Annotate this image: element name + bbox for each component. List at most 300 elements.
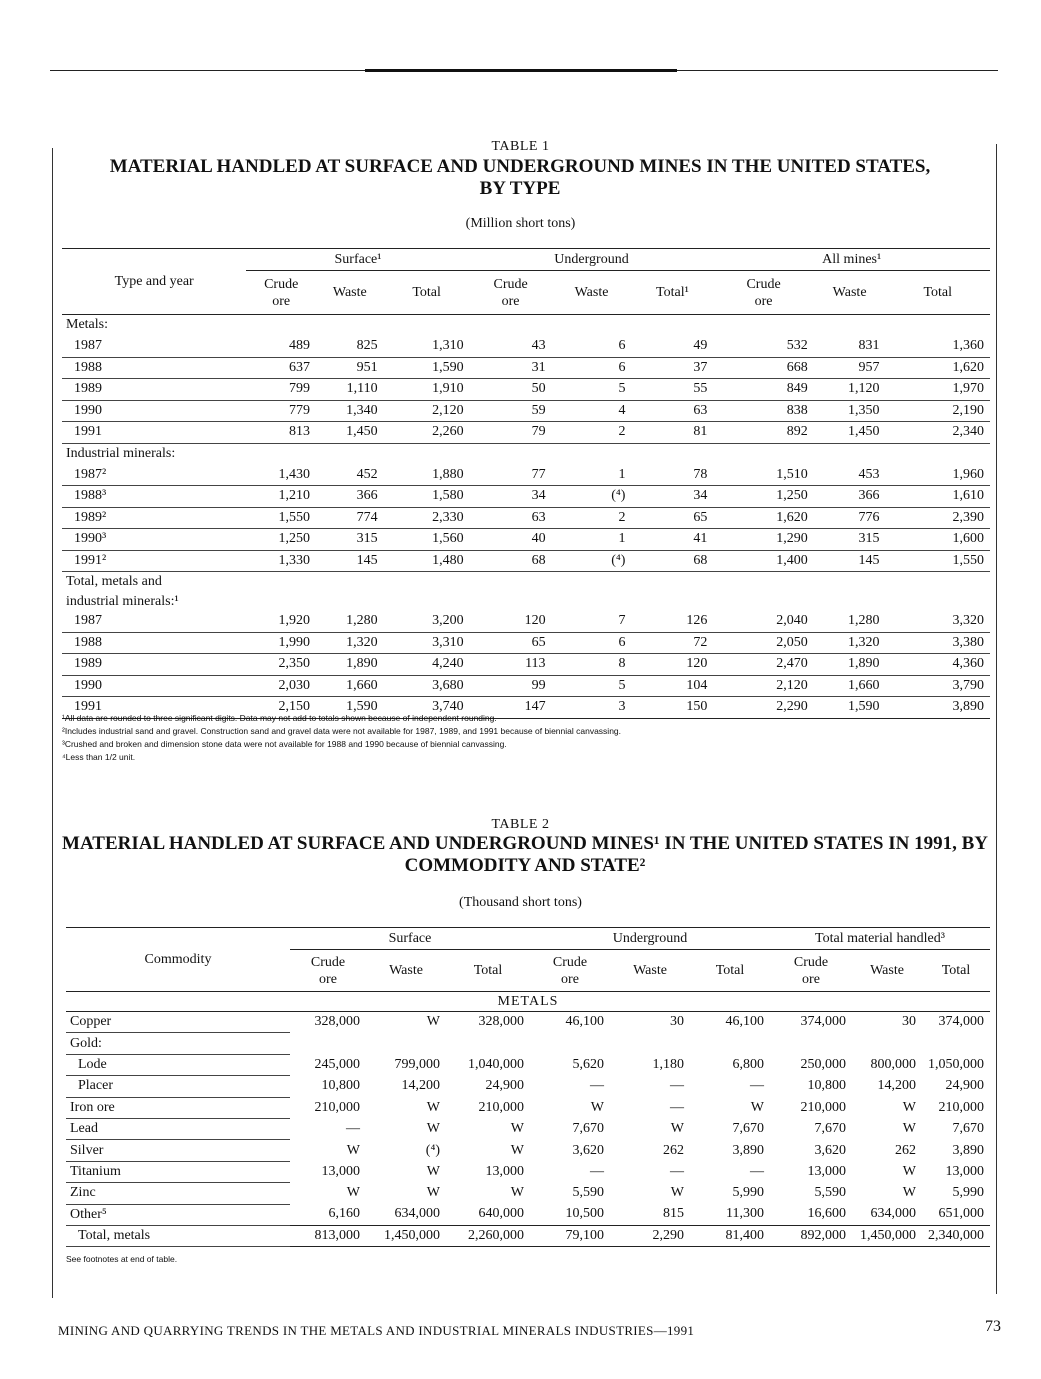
table2-value-cell: (⁴) <box>425 1142 440 1158</box>
table2-row <box>66 1097 990 1118</box>
table2-commodity-cell: Titanium <box>66 1161 290 1182</box>
table1-value-cell: 147 <box>470 697 552 719</box>
table1-value-cell: 3,680 <box>384 675 470 697</box>
table2-value-cell: 2,290 <box>610 1225 690 1246</box>
table1-row <box>62 357 990 379</box>
table1-value-cell: 2,190 <box>885 400 990 422</box>
table2-commodity-cell: Copper <box>66 1012 290 1033</box>
table2-value-cell: 651,000 <box>922 1204 990 1225</box>
table1-value-cell: 774 <box>316 507 384 529</box>
table2-value-cell: — <box>346 1121 360 1137</box>
table1-value-cell: 366 <box>316 486 384 508</box>
table2-value-cell: 210,000 <box>314 1099 360 1115</box>
table1-value-cell: 7 <box>552 611 632 633</box>
table1-value-cell: 1,450 <box>814 422 886 444</box>
table1-value-cell: 3,740 <box>384 697 470 719</box>
table1-value-cell: 799 <box>246 379 316 401</box>
table2-column-header-line: Crude <box>310 954 346 970</box>
table1-year-cell: 1988³ <box>62 486 246 508</box>
table1-value-cell: 49 <box>631 336 713 358</box>
table1-value-cell: 34 <box>470 486 552 508</box>
table2-value-cell: 46,100 <box>725 1014 764 1030</box>
table1-value-cell: 1,250 <box>246 529 316 551</box>
table2-value-cell: — <box>590 1078 604 1094</box>
table2-section-row <box>66 992 990 1012</box>
table1-value-cell: 957 <box>814 357 886 379</box>
table1-value-cell: 1,610 <box>885 486 990 508</box>
table1-value-cell: 78 <box>631 464 713 486</box>
table1-value-cell: 2,390 <box>885 507 990 529</box>
table1-value-cell: 6 <box>552 357 632 379</box>
table1-value-cell: 1,550 <box>885 550 990 572</box>
table1-value-cell: 1,620 <box>885 357 990 379</box>
table1-value-cell: 113 <box>470 654 552 676</box>
table1-value-cell: 2,340 <box>885 422 990 444</box>
table2-value-cell: 2,340,000 <box>922 1225 990 1246</box>
table1-row <box>62 529 990 551</box>
table1-value-cell: 1,450 <box>316 422 384 444</box>
table2-value-cell: 5,990 <box>732 1185 764 1201</box>
table2-commodity-cell: Zinc <box>66 1183 290 1204</box>
table1-row <box>62 379 990 401</box>
table2-value-cell <box>610 1033 690 1054</box>
table2-value-cell: 892,000 <box>770 1225 852 1246</box>
table2-value-cell: 640,000 <box>446 1204 530 1225</box>
table1-value-cell: 6 <box>552 336 632 358</box>
table1-value-cell: 776 <box>814 507 886 529</box>
table1-year-cell: 1989² <box>62 507 246 529</box>
table1-year-cell: 1990 <box>62 400 246 422</box>
table1-year-cell: 1991² <box>62 550 246 572</box>
table1-section-heading-row <box>62 443 990 464</box>
table1-column-header: Total <box>885 271 990 315</box>
table1-value-cell: 3,320 <box>885 611 990 633</box>
table1-title <box>60 156 980 200</box>
table1-value-cell: 1,620 <box>713 507 813 529</box>
table2-value-cell: W <box>510 1185 524 1201</box>
table2-value-cell: 813,000 <box>290 1225 366 1246</box>
table1-value-cell: 2,120 <box>713 675 813 697</box>
table1-value-cell: 6 <box>552 632 632 654</box>
table2-row <box>66 1183 990 1204</box>
table2-commodity-cell: Placer <box>66 1076 290 1097</box>
table1-value-cell: 55 <box>631 379 713 401</box>
table1-footnote: ²Includes industrial sand and gravel. Construction sand and gravel data were not available for 1987, 1989, and 1991 because of biennial canvassing. <box>62 726 622 736</box>
table1-value-cell: 1,890 <box>814 654 886 676</box>
table2-title-line1: MATERIAL HANDLED AT SURFACE AND UNDERGROUND MINES¹ IN THE UNITED STATES IN 1991, BY <box>62 833 988 854</box>
table1-row <box>62 675 990 697</box>
table2-row <box>66 1140 990 1161</box>
table1-column-header <box>470 271 552 315</box>
table1-label: TABLE 1 <box>491 139 550 154</box>
table2-value-cell: 328,000 <box>478 1014 524 1030</box>
table2-value-cell: W <box>902 1121 916 1137</box>
table2-value-cell: — <box>750 1078 764 1094</box>
table2-value-cell: W <box>426 1014 440 1030</box>
table1-value-cell: 120 <box>631 654 713 676</box>
table1-value-cell: 1,210 <box>246 486 316 508</box>
table1-value-cell: 1,590 <box>316 697 384 719</box>
table1-value-cell: 1,430 <box>246 464 316 486</box>
table1-value-cell: 1,400 <box>713 550 813 572</box>
table1-value-cell: 838 <box>713 400 813 422</box>
table2-value-cell: 245,000 <box>314 1056 360 1072</box>
right-margin-line <box>996 144 997 1294</box>
table2-column-header: Total <box>941 963 971 978</box>
table1-value-cell: 951 <box>316 357 384 379</box>
table2-value-cell: 6,800 <box>732 1056 764 1072</box>
table2-value-cell <box>446 1033 530 1054</box>
table1-section-heading: Industrial minerals: <box>66 445 176 461</box>
table2-value-cell: 210,000 <box>800 1099 846 1115</box>
table2-value-cell: 24,900 <box>485 1078 524 1094</box>
table1-value-cell: 104 <box>631 675 713 697</box>
table1-year-cell: 1987 <box>62 611 246 633</box>
table1-value-cell: 668 <box>713 357 813 379</box>
table1-value-cell: 1,110 <box>316 379 384 401</box>
table1-value-cell: 1,560 <box>384 529 470 551</box>
table2-value-cell: 210,000 <box>478 1099 524 1115</box>
table2-value-cell: 3,620 <box>814 1142 846 1158</box>
table2-value-cell: 1,450,000 <box>366 1225 446 1246</box>
table1-value-cell: 2,030 <box>246 675 316 697</box>
table2-column-header <box>290 950 366 992</box>
table2-value-cell <box>366 1033 446 1054</box>
table1-value-cell: 1,320 <box>316 632 384 654</box>
table2-column-header-line: Crude <box>793 954 829 970</box>
table2-unit: (Thousand short tons) <box>459 895 582 910</box>
table1-column-header-line: Crude <box>746 276 781 292</box>
table2-value-cell: W <box>426 1121 440 1137</box>
table1-value-cell: 1,350 <box>814 400 886 422</box>
table2-column-header: Waste <box>633 963 667 978</box>
table1-value-cell: 1,660 <box>814 675 886 697</box>
table1-year-cell: 1989 <box>62 654 246 676</box>
table2-value-cell: 3,620 <box>572 1142 604 1158</box>
table2-value-cell: 2,260,000 <box>446 1225 530 1246</box>
table1-row <box>62 611 990 633</box>
table1-value-cell: 1 <box>552 529 632 551</box>
table1-year-cell: 1988 <box>62 357 246 379</box>
table1-value-cell: 145 <box>814 550 886 572</box>
table1-value-cell: 1,330 <box>246 550 316 572</box>
table1-value-cell: 5 <box>552 675 632 697</box>
table2-value-cell: W <box>426 1099 440 1115</box>
table1-value-cell: 37 <box>631 357 713 379</box>
table1-value-cell: 2,050 <box>713 632 813 654</box>
table2-value-cell: 262 <box>895 1142 916 1158</box>
table1-year-cell: 1990 <box>62 675 246 697</box>
table2-value-cell: 328,000 <box>314 1014 360 1030</box>
table2-value-cell: W <box>510 1142 524 1158</box>
table2-row <box>66 1012 990 1033</box>
table1-value-cell: 1 <box>552 464 632 486</box>
table1-value-cell: 1,120 <box>814 379 886 401</box>
table1-value-cell: 8 <box>552 654 632 676</box>
table2-value-cell: 374,000 <box>800 1014 846 1030</box>
running-footer: MINING AND QUARRYING TRENDS IN THE METALS AND INDUSTRIAL MINERALS INDUSTRIES—1991 <box>58 1323 695 1338</box>
table1-column-header <box>246 271 316 315</box>
table1-value-cell: 1,600 <box>885 529 990 551</box>
table1-value-cell: 41 <box>631 529 713 551</box>
table2-value-cell: 14,200 <box>877 1078 916 1094</box>
table2-commodity-cell: Lead <box>66 1118 290 1139</box>
table1-value-cell: 31 <box>470 357 552 379</box>
table1-row <box>62 550 990 572</box>
table2-value-cell: 1,450,000 <box>852 1225 922 1246</box>
table2-group-header: Total material handled³ <box>770 928 990 950</box>
table2-row <box>66 1161 990 1182</box>
table1-value-cell: 1,660 <box>316 675 384 697</box>
table2 <box>66 927 990 1247</box>
table2-value-cell <box>530 1033 610 1054</box>
table2-value-cell: — <box>750 1163 764 1179</box>
table2-commodity-cell: Total, metals <box>66 1225 290 1246</box>
table2-column-header <box>530 950 610 992</box>
table1-value-cell: 50 <box>470 379 552 401</box>
table2-value-cell: 5,590 <box>572 1185 604 1201</box>
table1-value-cell: 63 <box>631 400 713 422</box>
table2-value-cell <box>770 1033 852 1054</box>
table1-value-cell: 63 <box>470 507 552 529</box>
table1-year-cell: 1991 <box>62 422 246 444</box>
table1-group-header: Underground <box>470 249 714 271</box>
table1-value-cell: 79 <box>470 422 552 444</box>
table1-value-cell: 3,380 <box>885 632 990 654</box>
table2-value-cell: W <box>670 1121 684 1137</box>
table1-value-cell: 145 <box>316 550 384 572</box>
table2-value-cell: 13,000 <box>321 1163 360 1179</box>
table1-value-cell: 831 <box>814 336 886 358</box>
table1-value-cell: 1,890 <box>316 654 384 676</box>
table2-value-cell: — <box>670 1078 684 1094</box>
table2-value-cell: 7,670 <box>572 1121 604 1137</box>
table2-value-cell: — <box>590 1163 604 1179</box>
table2-value-cell: 24,900 <box>945 1078 984 1094</box>
table1-value-cell: 120 <box>470 611 552 633</box>
table1-year-cell: 1988 <box>62 632 246 654</box>
table2-row <box>66 1033 990 1054</box>
table1-value-cell: 813 <box>246 422 316 444</box>
table1-column-header-line: Crude <box>264 276 299 292</box>
table2-value-cell: W <box>426 1163 440 1179</box>
table1-value-cell: 99 <box>470 675 552 697</box>
table1-value-cell: 2,040 <box>713 611 813 633</box>
table1-row <box>62 464 990 486</box>
top-rule-accent <box>365 69 677 72</box>
table1-value-cell: 2,330 <box>384 507 470 529</box>
table2-value-cell: 815 <box>610 1204 690 1225</box>
table1-row <box>62 486 990 508</box>
table1-section-heading-row <box>62 315 990 336</box>
table2-value-cell: 5,590 <box>814 1185 846 1201</box>
table1-column-header: Total¹ <box>631 271 713 315</box>
table1-footnote: ¹All data are rounded to three significant digits. Data may not add to totals shown because of independent rounding. <box>62 713 497 723</box>
table1-footnote: ³Crushed and broken and dimension stone data were not available for 1988 and 1990 because of biennial canvassing. <box>62 739 507 749</box>
table2-title <box>60 833 990 877</box>
table1-value-cell: 1,970 <box>885 379 990 401</box>
table1-column-header-line: ore <box>501 293 520 309</box>
table2-value-cell: 13,000 <box>485 1163 524 1179</box>
table1-value-cell: 65 <box>631 507 713 529</box>
table2-value-cell: 79,100 <box>530 1225 610 1246</box>
table1-section-heading-row <box>62 572 990 593</box>
table1-value-cell: 1,360 <box>885 336 990 358</box>
table1-row <box>62 632 990 654</box>
table2-row <box>66 1076 990 1097</box>
table1-value-cell: 532 <box>713 336 813 358</box>
table1-value-cell: 825 <box>316 336 384 358</box>
table1-column-header-line: Crude <box>493 276 528 292</box>
table2-value-cell: 7,670 <box>814 1121 846 1137</box>
table1-value-cell: 5 <box>552 379 632 401</box>
table2-value-cell: 262 <box>663 1142 684 1158</box>
table2-value-cell: 10,500 <box>530 1204 610 1225</box>
table2-row <box>66 1054 990 1075</box>
table1-section-heading: Total, metals and <box>66 574 162 590</box>
table1-value-cell: 4,360 <box>885 654 990 676</box>
table1-value-cell: 3 <box>552 697 632 719</box>
table1-value-cell: 4,240 <box>384 654 470 676</box>
table1-unit: (Million short tons) <box>465 216 576 231</box>
table2-value-cell: 210,000 <box>938 1099 984 1115</box>
table1-value-cell: 2,150 <box>246 697 316 719</box>
table2-column-header: Waste <box>389 963 423 978</box>
table2-value-cell: — <box>670 1099 684 1115</box>
table2-commodity-cell: Lode <box>66 1054 290 1075</box>
table2-value-cell: 30 <box>902 1014 916 1030</box>
table1-year-cell: 1989 <box>62 379 246 401</box>
table1-value-cell: 72 <box>631 632 713 654</box>
table2-column-header-line: ore <box>561 971 579 987</box>
table1-value-cell: 779 <box>246 400 316 422</box>
table1-value-cell: 2,290 <box>713 697 813 719</box>
table2-footnote: See footnotes at end of table. <box>66 1254 178 1264</box>
table1-value-cell: 489 <box>246 336 316 358</box>
table1-row <box>62 654 990 676</box>
table1-value-cell: 1,960 <box>885 464 990 486</box>
table1-value-cell: 1,340 <box>316 400 384 422</box>
table1-title-line2: BY TYPE <box>479 178 561 199</box>
table1-group-header: Surface¹ <box>246 249 469 271</box>
table2-label: TABLE 2 <box>491 817 550 832</box>
table1-value-cell: 1,590 <box>814 697 886 719</box>
table2-column-header-line: ore <box>802 971 820 987</box>
table2-value-cell: W <box>750 1099 764 1115</box>
table2-value-cell: W <box>902 1163 916 1179</box>
table2-value-cell: 5,990 <box>952 1185 984 1201</box>
table2-commodity-cell: Gold: <box>66 1033 290 1054</box>
table1-footnote: ⁴Less than 1/2 unit. <box>62 752 136 762</box>
table2-value-cell: 1,180 <box>652 1056 684 1072</box>
table1-value-cell: 1,580 <box>384 486 470 508</box>
page-number: 73 <box>985 1318 1001 1335</box>
table1-value-cell: 2,260 <box>384 422 470 444</box>
table1-group-header: All mines¹ <box>713 249 990 271</box>
table2-value-cell <box>922 1033 990 1054</box>
table1-value-cell: 1,250 <box>713 486 813 508</box>
table1-title-line1: MATERIAL HANDLED AT SURFACE AND UNDERGROUND MINES IN THE UNITED STATES, <box>109 156 931 177</box>
table1-value-cell: 2 <box>552 507 632 529</box>
table1-footnotes <box>62 712 992 764</box>
table2-commodity-header: Commodity <box>66 928 290 992</box>
table1-value-cell: 3,200 <box>384 611 470 633</box>
table2-value-cell: 46,100 <box>565 1014 604 1030</box>
table2-value-cell: W <box>426 1185 440 1201</box>
table1-row <box>62 400 990 422</box>
table1-section-heading: Metals: <box>66 317 108 333</box>
table2-value-cell: W <box>902 1185 916 1201</box>
table2-value-cell: 3,890 <box>952 1142 984 1158</box>
table1-value-cell: 1,280 <box>814 611 886 633</box>
table1-value-cell: 892 <box>713 422 813 444</box>
table1-value-cell: 366 <box>814 486 886 508</box>
table2-value-cell: W <box>346 1185 360 1201</box>
table1-value-cell: 1,550 <box>246 507 316 529</box>
table1-section-heading: industrial minerals:¹ <box>66 593 179 609</box>
table1-column-header: Waste <box>814 271 886 315</box>
table1-value-cell: 2 <box>552 422 632 444</box>
table2-value-cell: 634,000 <box>852 1204 922 1225</box>
table1-value-cell: 81 <box>631 422 713 444</box>
table2-value-cell: 374,000 <box>938 1014 984 1030</box>
table2-value-cell: W <box>590 1099 604 1115</box>
table2-value-cell: 7,670 <box>732 1121 764 1137</box>
table2-column-header: Waste <box>870 963 904 978</box>
table2-value-cell: W <box>346 1142 360 1158</box>
table1-value-cell: (⁴) <box>552 486 632 508</box>
table2-value-cell: W <box>510 1121 524 1137</box>
table2-value-cell: 11,300 <box>690 1204 770 1225</box>
table1-column-header: Waste <box>552 271 632 315</box>
table1-type-year-header: Type and year <box>62 249 246 315</box>
table1-value-cell: 452 <box>316 464 384 486</box>
table1-value-cell: 315 <box>814 529 886 551</box>
table1-row <box>62 422 990 444</box>
table2-value-cell: 16,600 <box>770 1204 852 1225</box>
table1-value-cell: 1,320 <box>814 632 886 654</box>
table2-column-header-line: Crude <box>552 954 588 970</box>
table1-value-cell: 1,510 <box>713 464 813 486</box>
table1-value-cell: 4 <box>552 400 632 422</box>
table1-year-cell: 1987 <box>62 336 246 358</box>
table2-value-cell: 800,000 <box>870 1056 916 1072</box>
table1-value-cell: 3,890 <box>885 697 990 719</box>
table1-column-header <box>713 271 813 315</box>
table1-value-cell: 3,310 <box>384 632 470 654</box>
table2-value-cell: 13,000 <box>807 1163 846 1179</box>
table2-column-header-line: ore <box>319 971 337 987</box>
table1-value-cell: 1,280 <box>316 611 384 633</box>
table1-value-cell: 1,590 <box>384 357 470 379</box>
table1-value-cell: 1,480 <box>384 550 470 572</box>
table1-year-cell: 1990³ <box>62 529 246 551</box>
table1-value-cell: 1,990 <box>246 632 316 654</box>
table1-value-cell: 77 <box>470 464 552 486</box>
table1-value-cell: 1,290 <box>713 529 813 551</box>
table2-row <box>66 1118 990 1139</box>
table1-value-cell: 3,790 <box>885 675 990 697</box>
table1-row <box>62 507 990 529</box>
table2-group-header: Surface <box>290 928 530 950</box>
table2-title-line2: COMMODITY AND STATE² <box>404 855 646 876</box>
table2-section-heading: METALS <box>66 992 990 1012</box>
left-margin-line <box>52 148 53 1298</box>
table1-value-cell: (⁴) <box>552 550 632 572</box>
table1-column-header-line: ore <box>754 293 773 309</box>
table1-value-cell: 43 <box>470 336 552 358</box>
table2-value-cell: 6,160 <box>290 1204 366 1225</box>
